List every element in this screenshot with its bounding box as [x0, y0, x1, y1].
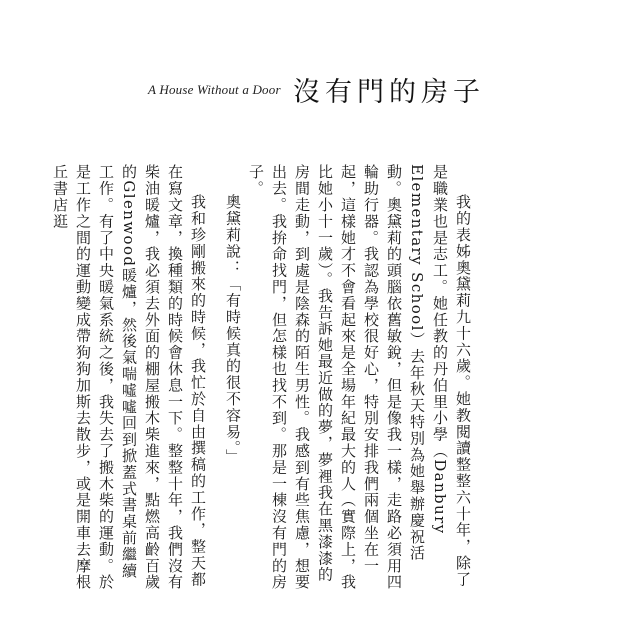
paragraph-1: 我的表姊奧黛莉九十六歲。她教閱讀整整六十年，除了是職業也是志工。她任教的丹伯里小學（Danbury Elementary School）去年秋天特別為她舉辦慶祝活動。奧黛莉的頭腦依舊敏銳，但是像我一樣，走路必須用四輪助行器。我認為學校很好心，特別安排我們兩個坐在一起，這樣她才不會看起來是全場年紀最大的人（實際上，我比她小十一歲）。我告訴她最近做的夢，夢裡我在黑漆漆的房間走動，到處是陰森的陌生男性。我感到有些焦慮，想要出去。我拚命找門，但怎樣也找不到。那是一棟沒有門的房子。 — [247, 164, 472, 591]
chapter-title-chinese: 沒有門的房子 — [293, 77, 485, 108]
chapter-title-english: A House Without a Door — [148, 82, 281, 97]
body-text — [51, 164, 474, 594]
paragraph-2: 奧黛莉說：「有時候真的很不容易。」 — [224, 194, 242, 466]
paragraph-3: 我和珍剛搬來的時候，我忙於自由撰稿的工作，整天都在寫文章，換種類的時候會休息一下。整整十年，我們沒有柴油暖爐，我必須去外面的棚屋搬木柴進來，點燃高齡百歲的Glenwood暖爐，然後氣喘噓噓回到掀蓋式書桌前繼續工作。有了中央暖氣系統之後，我失去了搬木柴的運動。於是工作之間的運動變成帶狗狗加斯去散步，或是開車去摩根丘書店逛 — [51, 164, 207, 591]
